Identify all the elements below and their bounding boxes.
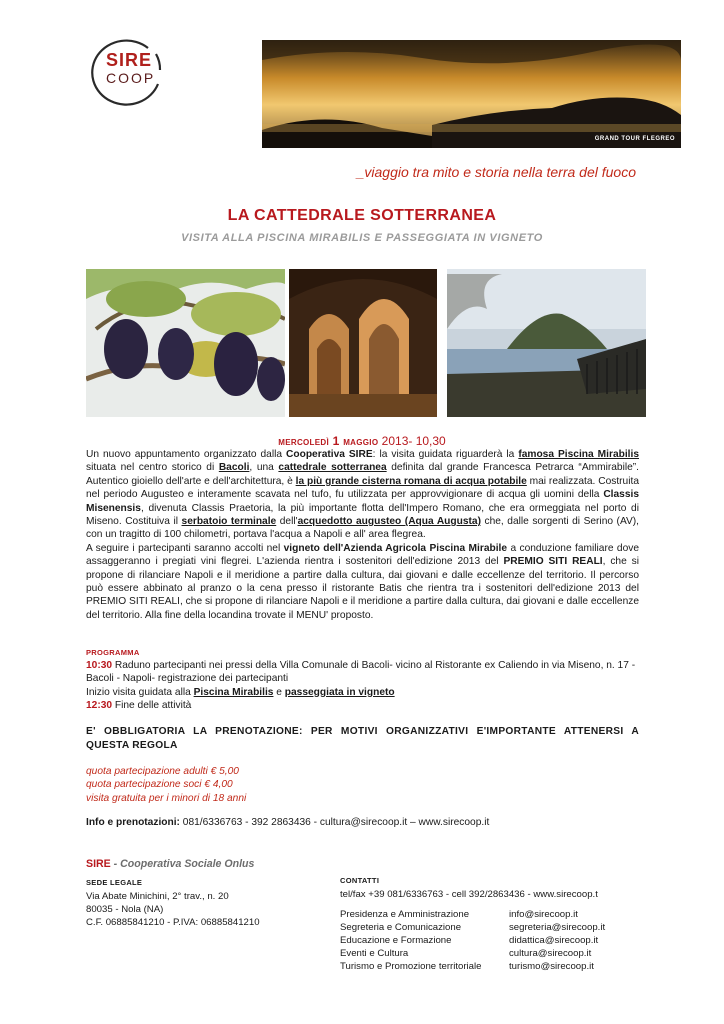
bay-landscape-image xyxy=(447,269,646,417)
org-desc: - Cooperativa Sociale Onlus xyxy=(110,858,255,870)
text-underline: serbatoio terminale xyxy=(181,516,277,528)
logo-text-coop: COOP xyxy=(106,70,156,86)
info-label: Info e prenotazioni: xyxy=(86,817,180,828)
paragraph-1 xyxy=(86,448,639,542)
time: 12:30 xyxy=(86,700,113,712)
text-underline: cattedrale sotterranea xyxy=(278,462,387,474)
contatti-line: tel/fax +39 081/6336763 - cell 392/2863436 - www.sirecoop.t xyxy=(340,889,598,900)
text: mai realizzata. Costruita nel periodo Augusteo e interamente scavata nel tufo, fu utilizzata per approvvigionare di acqua gli uomini della xyxy=(86,475,639,501)
footer-org xyxy=(86,858,254,870)
programma xyxy=(86,659,639,713)
event-date-rest: 2013- 10,30 xyxy=(378,434,446,448)
header-banner-photo xyxy=(262,40,681,148)
text: A seguire i partecipanti saranno accolti nel xyxy=(86,542,284,554)
office-email[interactable]: cultura@sirecoop.it xyxy=(509,948,592,959)
text: che, dalle sorgenti di Serino (AV), con un tragitto di 100 chilometri, portava l'acqua a Napoli e all' area flegrea. xyxy=(86,516,640,541)
text-bold: vigneto dell'Azienda Agricola Piscina Mirabile xyxy=(283,542,508,554)
text-bold: PREMIO SITI REALI xyxy=(503,556,603,568)
time: 10:30 xyxy=(86,660,113,671)
text-underline: passeggiata in vigneto xyxy=(284,686,395,698)
event-date xyxy=(0,434,724,448)
text: Un nuovo appuntamento organizzato dalla xyxy=(86,449,287,460)
text: dell' xyxy=(276,516,298,528)
event-date-day: mercoledì 1 maggio xyxy=(278,434,379,448)
photo-bay xyxy=(447,269,646,417)
text: a conduzione familiare dove assaggeranno i pregiati vini flegrei. L'azienda rientra i sostenitori dell'edizione 2013 del xyxy=(86,542,639,568)
address-line: Via Abate Minichini, 2° trav., n. 20 xyxy=(86,891,229,902)
address-line: 80035 - Nola (NA) xyxy=(86,904,164,915)
text-bold: Classis Misenensis xyxy=(86,489,639,514)
text: situata nel centro storico di xyxy=(86,462,219,474)
logo-text-sire: SIRE xyxy=(106,50,153,70)
text-bold: Cooperativa SIRE xyxy=(286,449,373,460)
office-role: Presidenza e Amministrazione xyxy=(340,909,470,920)
contatti-label: CONTATTI xyxy=(340,876,380,885)
text-underline: la più grande cisterna romana di acqua potabile xyxy=(295,475,527,487)
text: , divenuta Classis Praetoria, la più importante flotta dell'Impero Romano, che era ormeggiata nel porto di Miseno. Costituiva il xyxy=(86,502,639,528)
office-role: Eventi e Cultura xyxy=(340,948,409,959)
paragraph-2 xyxy=(86,542,639,622)
office-role: Educazione e Formazione xyxy=(340,935,452,946)
text: , una xyxy=(249,462,279,474)
sunset-landscape-image xyxy=(262,40,681,148)
text: Fine delle attività xyxy=(112,700,192,712)
price-minors: visita gratuita per i minori di 18 anni xyxy=(86,792,247,804)
page-subtitle: VISITA ALLA PISCINA MIRABILIS E PASSEGGIATA IN VIGNETO xyxy=(181,232,543,244)
programma-item xyxy=(86,686,639,699)
text: e xyxy=(273,686,285,698)
description xyxy=(86,448,639,622)
page-title: LA CATTEDRALE SOTTERRANEA xyxy=(227,207,497,224)
photo-cistern xyxy=(289,269,437,417)
office-role: Turismo e Promozione territoriale xyxy=(340,961,482,972)
text-underline: Bacoli xyxy=(218,462,250,474)
cistern-image xyxy=(289,269,437,417)
price-members: quota partecipazione soci € 4,00 xyxy=(86,779,233,791)
office-email[interactable]: turismo@sirecoop.it xyxy=(509,961,594,972)
booking-notice: E' OBBLIGATORIA LA PRENOTAZIONE: PER MOTIVI ORGANIZZATIVI E'IMPORTANTE ATTENERSI A QUESTA REGOLA xyxy=(86,726,639,751)
price-adults: quota partecipazione adulti € 5,00 xyxy=(86,766,239,777)
text: : la visita guidata riguarderà la xyxy=(372,449,519,460)
text-underline: Piscina Mirabilis xyxy=(193,686,274,698)
text: definita dal grande Francesca Petrarca “Ammirabile”. Autentico gioiello dell'arte e dell'architettura, è xyxy=(86,462,639,487)
programma-label: PROGRAMMA xyxy=(86,648,140,657)
text: Raduno partecipanti nei pressi della Villa Comunale di Bacoli- vicino al Ristorante ex Caliendo in via Miseno, n. 17 - Bacoli - Napoli- registrazione dei partecipanti xyxy=(86,660,636,685)
photo-vineyard xyxy=(86,269,285,417)
tagline: _viaggio tra mito e storia nella terra del fuoco xyxy=(356,164,636,180)
text: Inizio visita guidata alla xyxy=(86,686,194,698)
office-email[interactable]: didattica@sirecoop.it xyxy=(509,935,599,946)
text-underline: acquedotto augusteo (Aqua Augusta) xyxy=(297,516,481,528)
programma-item xyxy=(86,659,639,686)
office-email[interactable]: info@sirecoop.it xyxy=(509,909,578,920)
booking-info xyxy=(86,817,489,828)
office-email[interactable]: segreteria@sirecoop.it xyxy=(509,922,606,933)
banner-caption: GRAND TOUR FLEGREO xyxy=(594,136,675,142)
prices xyxy=(86,765,246,805)
sede-address xyxy=(86,890,260,929)
org-name: SIRE xyxy=(86,858,111,870)
programma-item xyxy=(86,699,639,712)
grapes-image xyxy=(86,269,285,417)
text: , che si propone di rilanciare Napoli e il meridione a partire dalla cultura, dai giovani e dalle eccellenze del territorio. Il percorso può essere abbinato al pranzo o la cena presso il ristorante Batis che rientra tra i sostenitori dell'edizione 2013 del PREMIO SITI REALI, che si propone di rilanciare Napoli e il meridione a partire dalla cultura, dai giovani e dalle eccellenze del territorio. Alla fine della locandina trovate il MENU' proposto. xyxy=(86,556,639,621)
sede-label: SEDE LEGALE xyxy=(86,878,143,887)
text-underline: famosa Piscina Mirabilis xyxy=(518,449,639,460)
info-text: 081/6336763 - 392 2863436 - cultura@sirecoop.it – www.sirecoop.it xyxy=(179,817,490,828)
office-role: Segreteria e Comunicazione xyxy=(340,922,462,933)
address-line: C.F. 06885841210 - P.IVA: 06885841210 xyxy=(86,917,260,928)
